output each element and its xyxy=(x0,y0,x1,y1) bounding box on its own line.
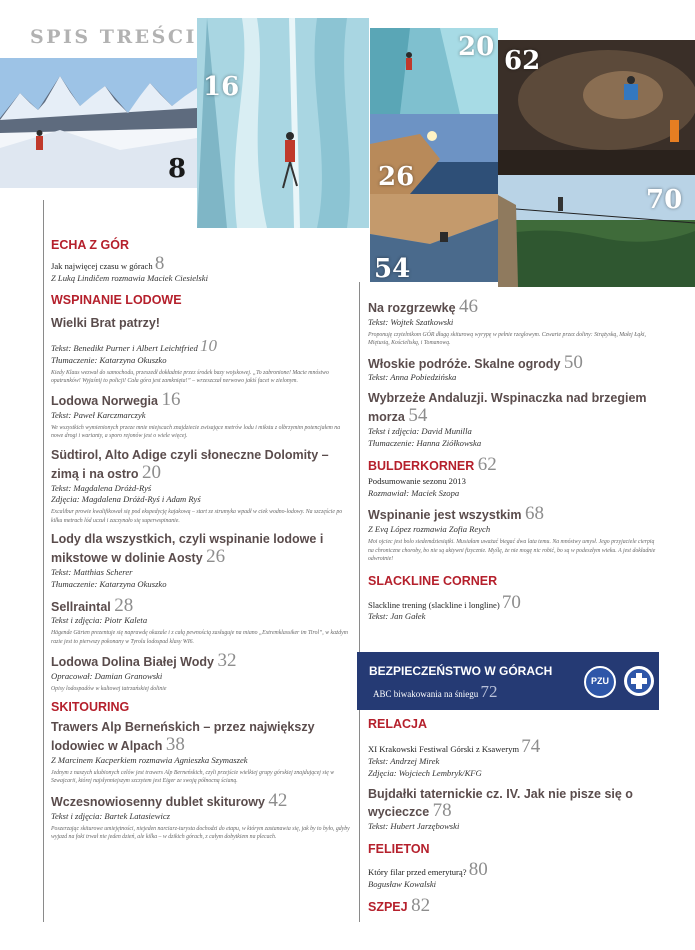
toc-entry-credit: Tekst: Hubert Jarzębowski xyxy=(368,821,460,832)
toc-entry[interactable] xyxy=(51,447,351,525)
toc-entry-credit: Z Luką Lindičem rozmawia Maciek Ciesielski xyxy=(51,272,208,283)
page-number: 38 xyxy=(165,734,185,756)
page-number: 82 xyxy=(411,894,431,916)
toc-entry-credit: Tekst: Andrzej Mirek xyxy=(368,755,440,766)
toc-entry-credit: Tekst: Paweł Karczmarczyk xyxy=(51,410,146,421)
toc-entry-credit: Z Evą López rozmawia Zofia Reych xyxy=(368,524,491,535)
page-number: 10 xyxy=(199,335,217,355)
toc-entry-credit: Tłumaczenie: Hanna Ziółkowska xyxy=(368,437,482,448)
page-number: 50 xyxy=(563,351,583,373)
toc-entry-description: Jednym z naszych ulubionych celów jest trawers Alp Berneńskich, czyli przejście wielkiej grupy górskiej znajdującej się w Szwajcarii, której najsłynniejszym szczytem jest Eiger ze swoją północną ścianą. xyxy=(51,770,335,785)
toc-entry-credit: Tekst i zdjęcia: Piotr Kaleta xyxy=(51,615,148,626)
toc-entry-title: Wczesnowiosenny dublet skiturowy 42 xyxy=(51,789,288,811)
page-number: 70 xyxy=(501,591,521,613)
toc-entry-title: Włoskie podróże. Skalne ogrody 50 xyxy=(368,351,583,373)
toc-entry[interactable] xyxy=(368,738,658,779)
toc-entry-credit: Tekst: Wojtek Szatkowski xyxy=(368,316,454,327)
page-number: 20 xyxy=(142,461,162,483)
page-number: 62 xyxy=(477,453,497,475)
toc-entry-credit: Tekst i zdjęcia: David Munilla xyxy=(368,426,472,436)
page-number: 78 xyxy=(432,800,452,822)
toc-entry-title: Lodowa Dolina Białej Wody 32 xyxy=(51,650,237,672)
section-skitouring[interactable]: SKITOURING xyxy=(51,700,130,715)
page-number: 54 xyxy=(408,405,428,427)
toc-entry[interactable] xyxy=(368,298,658,348)
banner-title: BEZPIECZEŃSTWO W GÓRACH xyxy=(369,664,553,678)
toc-entry[interactable] xyxy=(368,476,658,499)
photo-ice-wall[interactable] xyxy=(370,28,498,114)
toc-entry-credit: Tekst: Jan Gałek xyxy=(368,611,426,622)
toc-entry-credit: Tekst: Benedikt Purner i Albert Leichtfried 10 xyxy=(51,335,217,355)
toc-entry-credit: Tekst: Anna Pobiedzińska xyxy=(368,372,457,383)
toc-entry-title: Wspinanie jest wszystkim 68 xyxy=(368,503,545,525)
toc-entry-credit: Tekst: Matthias Scherer xyxy=(51,566,133,577)
photo-page-number: 54 xyxy=(374,254,411,282)
toc-entry[interactable] xyxy=(51,789,351,842)
page-number: 42 xyxy=(268,789,288,811)
toc-entry-credit: Z Marcinem Kacperkiem rozmawia Agnieszka Szymaszek xyxy=(51,755,248,766)
ice-waterfall-illustration xyxy=(197,18,369,228)
toc-entry-title: Südtirol, Alto Adige czyli słoneczne Dolomity – zimą i na ostro 20 xyxy=(51,447,329,483)
toc-entry-title: Jak najwięcej czasu w górach 8 xyxy=(51,253,165,275)
toc-entry-credit: Opracował: Damian Granowski xyxy=(51,670,163,681)
toc-entry-title: Wybrzeże Andaluzji. Wspinaczka nad brzegiem morza 54 xyxy=(368,391,647,427)
toc-entry-description: Kiedy Klaus wezwał do samochodu, przeszedł dokładnie przez środek bazy wojskowej. „To zabronione! Macie mnóstwo opatrunków! Wyjaśnij to policji! Cała góra jest zamknięta!” – wrzeszczał nerwowo jakiś facet w zielonym. xyxy=(51,369,329,384)
section-felieton[interactable]: FELIETON xyxy=(368,842,430,857)
sponsor-banner[interactable] xyxy=(357,652,659,710)
photo-page-number: 70 xyxy=(646,185,683,215)
photo-cave-bouldering[interactable] xyxy=(498,40,695,175)
photo-ice-waterfall[interactable] xyxy=(197,18,369,228)
toc-entry-credit: Tłumaczenie: Katarzyna Okuszko xyxy=(51,354,167,365)
pzu-logo-icon: PZU xyxy=(584,666,616,698)
photo-rock-climber[interactable] xyxy=(370,194,498,282)
toc-entry[interactable] xyxy=(368,351,658,385)
toc-entry[interactable] xyxy=(51,652,351,693)
toc-entry-title: Podsumowanie sezonu 2013 xyxy=(368,475,466,486)
toc-entry[interactable] xyxy=(368,861,658,890)
toc-entry-title: Slackline trening (slackline i longline) 70 xyxy=(368,591,521,613)
section-slackline-corner[interactable]: SLACKLINE CORNER xyxy=(368,574,498,589)
section-bulderkorner[interactable]: BULDERKORNER 62 xyxy=(368,453,497,475)
photo-page-number: 16 xyxy=(203,72,240,102)
toc-entry-credit: Zdjęcia: Wojciech Lembryk/KFG xyxy=(368,767,482,778)
toc-entry-description: We wszystkich wymienionych przeze mnie miejscach znajdziecie zwisające metrów lodu i mikstu z olbrzymim potencjałem na nowe drogi i warianty, a sporo rejonów jest o wiele więcej. xyxy=(51,425,341,440)
right-column-bottom xyxy=(368,716,658,915)
toc-entry-credit: Zdjęcia: Magdalena Dróżd-Ryś i Adam Ryś xyxy=(51,494,201,505)
toc-entry-credit: Tekst i zdjęcia: Bartek Latasiewicz xyxy=(51,810,171,821)
toc-entry-description: Opisy lodospadów w kultowej tatrzańskiej dolinie xyxy=(51,685,167,692)
toc-entry-description: Hägende Gärten prezentuje się naprawdę okazale i z całą pewnością zasługuje na miano „Extremklassiker im Tirol”, w każdym razie jest to pierwszy pokonany w Tyrolu lodospad klasy WI6. xyxy=(51,630,348,645)
page-number: 8 xyxy=(154,253,165,275)
toc-entry-description: Excalibur prowie kwalifikował się pod ekspedycję kajakową – start ze strumyka wpadł w ciek wodno-lodowy. Na szczęście po kilku metrach lód uczuł i zaczynało się superwspinanie. xyxy=(51,509,343,524)
toc-entry-title: Sellraintal 28 xyxy=(51,594,134,616)
toc-entry-description: Poszerzając skiturowe umiejętności, niejeden narciarz-turysta dochodzi do etapu, w którym zastanawia się, jak by to było, gdyby wyjazd na foki trwał nie jeden dzień, ale kilka – w dzikich górach, z całym dobytkiem na plecach. xyxy=(51,825,350,840)
rescue-emblem-icon xyxy=(623,665,655,697)
page-number: 74 xyxy=(521,736,541,758)
toc-entry-title: Trawers Alp Berneńskich – przez największy lodowiec w Alpach 38 xyxy=(51,720,315,756)
toc-entry[interactable] xyxy=(51,719,351,785)
photo-slackline[interactable] xyxy=(498,175,695,287)
photo-snow-ridge[interactable] xyxy=(0,58,197,188)
left-column xyxy=(51,237,351,841)
toc-entry-title: Lody dla wszystkich, czyli wspinanie lodowe i mikstowe w dolinie Aosty 26 xyxy=(51,532,324,567)
section-echa-z-gor[interactable]: ECHA Z GÓR xyxy=(51,238,130,252)
toc-entry[interactable] xyxy=(51,255,351,284)
photo-page-number: 20 xyxy=(458,32,495,62)
toc-entry-description: Moi ojciec jest bolo siedemdziesiątki. Musiałam uważać biegać dwa lata temu. Na mnóstwy umysł. Jego przyjaciele cierpią na chroniczne choroby, bo nie są aktywni fizycznie. Myślę, że nie mogę nic robić, bo są w podeszłym wieku. A jest dokładnie odwrotnie! xyxy=(368,539,656,562)
left-column-rule xyxy=(43,200,44,922)
page-title: SPIS TREŚCI xyxy=(30,26,197,48)
page-number: 46 xyxy=(459,296,479,317)
section-szpej[interactable]: SZPEJ 82 xyxy=(368,894,431,916)
photo-page-number: 62 xyxy=(504,46,541,76)
section-wspinanie-lodowe[interactable]: WSPINANIE LODOWE xyxy=(51,292,182,307)
center-column-rule xyxy=(359,282,360,922)
toc-entry-title: Który filar przed emeryturą? 80 xyxy=(368,859,488,881)
toc-entry-title: XI Krakowski Festiwal Górski z Ksawerym 74 xyxy=(368,736,541,758)
toc-entry-credit: Tłumaczenie: Katarzyna Okuszko xyxy=(51,578,167,589)
toc-entry-credit: Bogusław Kowalski xyxy=(368,879,437,890)
section-relacja[interactable]: RELACJA xyxy=(368,717,428,731)
page-number: 26 xyxy=(206,545,226,567)
toc-entry[interactable] xyxy=(51,391,351,441)
toc-entry-description: Proponuję czytelnikom GÓR długą skiturową wyrypę w pełnie rzeglowym. Czwarte przez doliny: Strążyską, Małej Łąki, Miętusią, Kościeliską, i Tomanową. xyxy=(368,331,646,347)
toc-entry-title: Lodowa Norwegia 16 xyxy=(51,389,181,411)
toc-entry[interactable] xyxy=(51,315,351,385)
toc-entry[interactable] xyxy=(51,531,351,590)
toc-entry-title: Bujdałki taternickie cz. IV. Jak nie pisze się o wycieczce 78 xyxy=(368,786,633,822)
page-number: 72 xyxy=(480,682,498,701)
photo-page-number: 26 xyxy=(378,162,415,192)
page-number: 16 xyxy=(161,389,181,411)
photo-coastal-cliff[interactable] xyxy=(370,114,498,194)
toc-entry-title: Wielki Brat patrzy! xyxy=(51,315,160,330)
toc-entry[interactable] xyxy=(368,390,658,449)
toc-entry[interactable] xyxy=(368,505,658,563)
toc-entry-title: Na rozgrzewkę 46 xyxy=(368,296,479,317)
toc-entry-credit: Rozmawiał: Maciek Szopa xyxy=(368,487,460,498)
page-number: 80 xyxy=(468,859,488,881)
right-column xyxy=(368,298,658,623)
page-number: 68 xyxy=(525,503,545,525)
toc-entry[interactable] xyxy=(368,786,658,834)
photo-page-number: 8 xyxy=(168,154,187,184)
toc-entry-credit: Tekst: Magdalena Dróżd-Ryś xyxy=(51,482,152,493)
banner-subtitle: ABC biwakowania na śniegu 72 xyxy=(373,682,498,701)
toc-entry[interactable] xyxy=(368,591,658,623)
page-number: 32 xyxy=(217,650,237,672)
page-number: 28 xyxy=(114,594,134,616)
toc-entry[interactable] xyxy=(51,594,351,647)
